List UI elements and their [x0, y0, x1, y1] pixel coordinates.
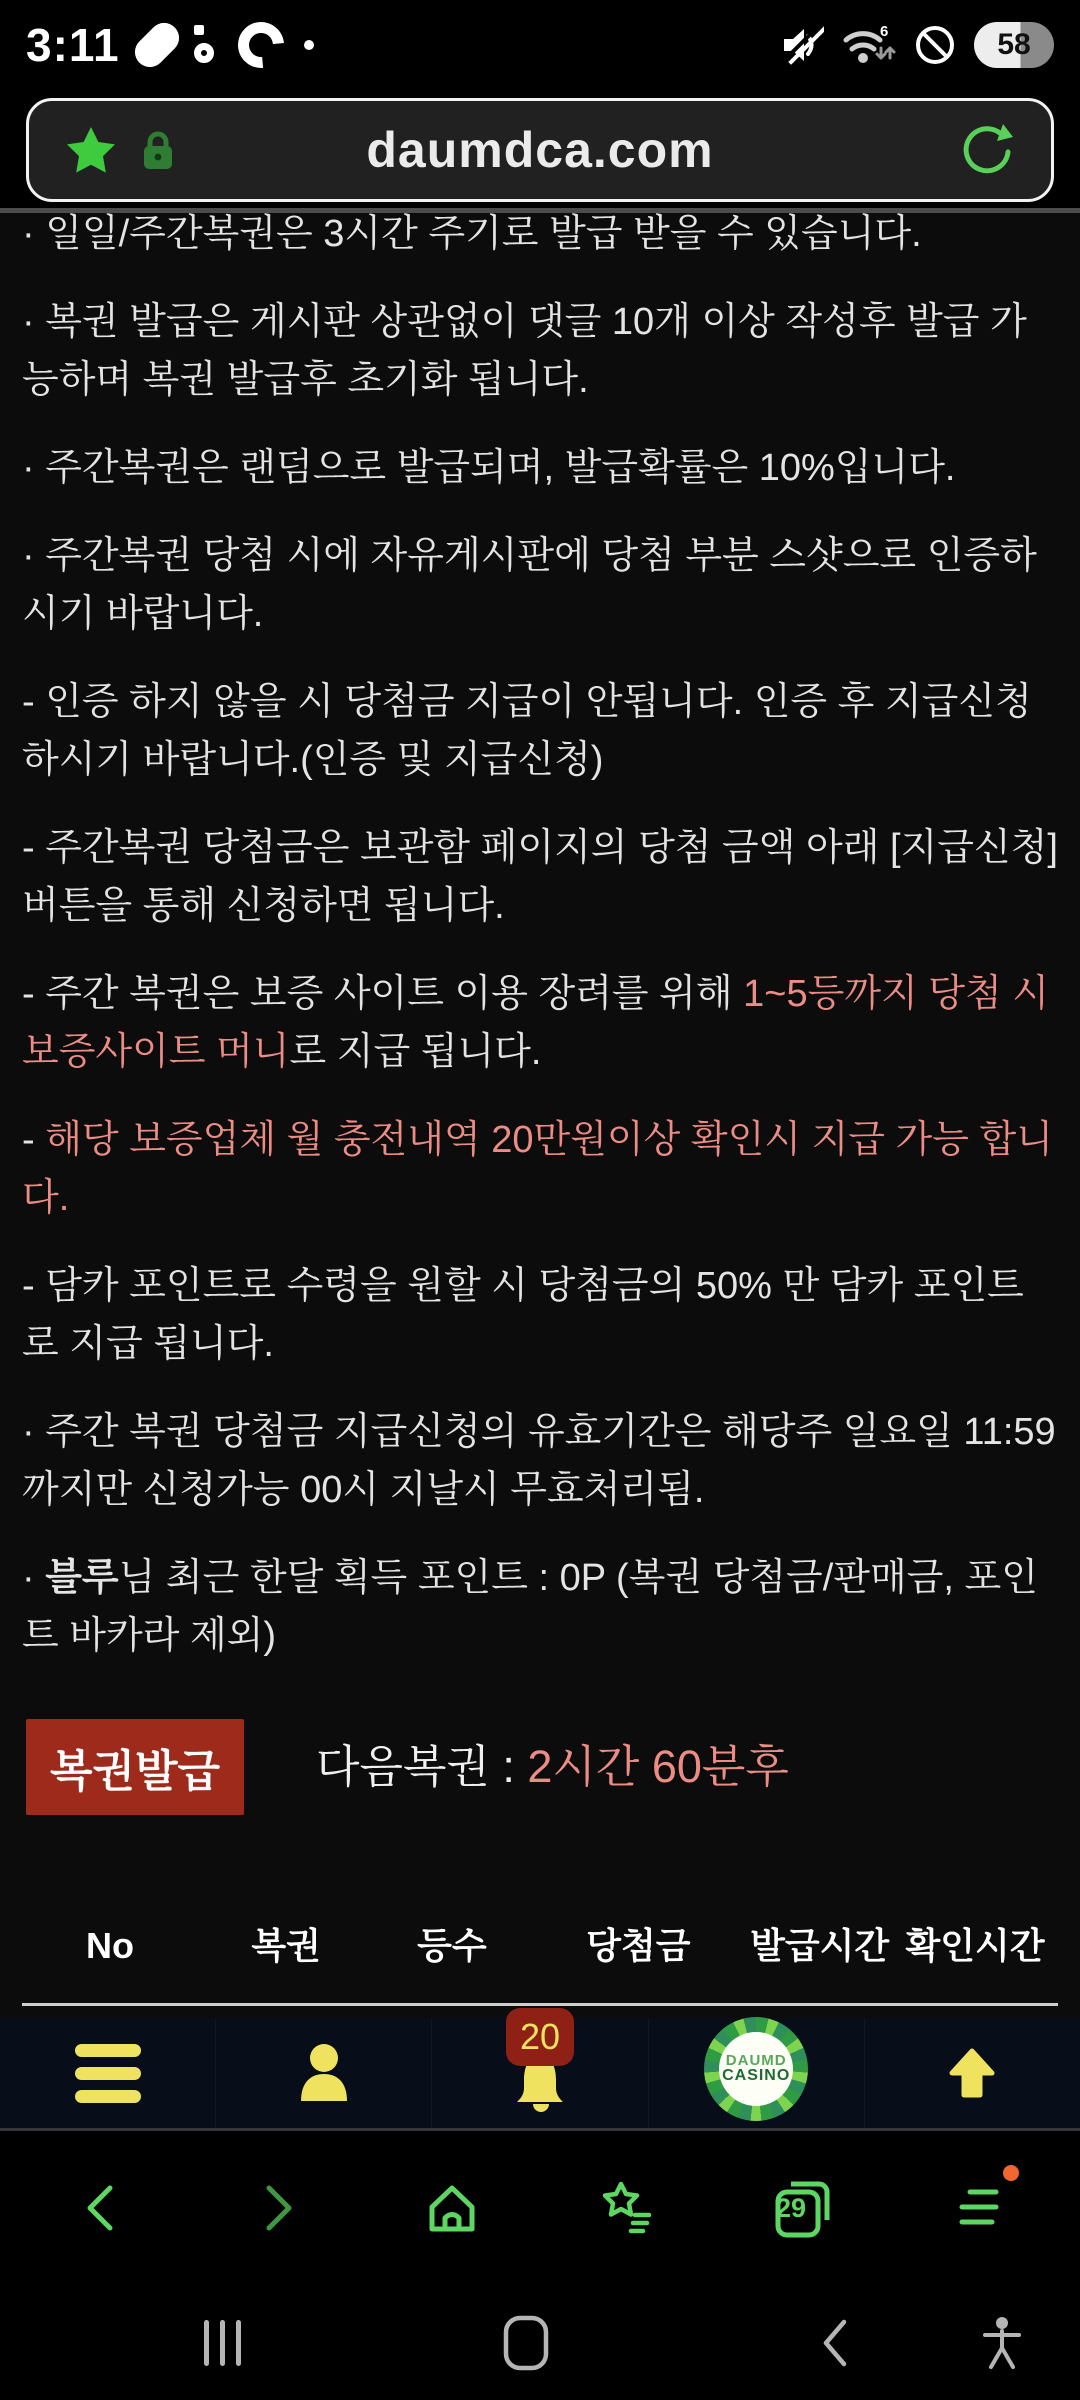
next-lottery-label: 다음복권 : — [316, 1741, 528, 1792]
next-lottery-time: 2시간 60분후 — [527, 1741, 789, 1792]
notice-segment-red: 1~5등까지 당첨 시 보증사이트 머니 — [22, 973, 1049, 1073]
do-not-disturb-icon — [912, 22, 958, 68]
web-content — [0, 213, 1080, 2018]
battery-percent: 58 — [997, 28, 1031, 61]
status-notification-icons — [142, 20, 314, 70]
notice-segment-normal: - 담카 포인트로 수령을 원할 시 당첨금의 50% 만 담카 포인트로 지급 됩니다. — [22, 1265, 1024, 1365]
bell-with-badge — [506, 2008, 574, 2112]
notice-segment-normal: · 주간복권은 랜덤으로 발급되며, 발급확률은 10%입니다. — [22, 447, 956, 489]
battery-indicator — [974, 22, 1054, 68]
notice-segment-normal: - 인증 하지 않을 시 당첨금 지급이 안됩니다. 인증 후 지급신청하시기 바랍니다.(인증 및 지급신청) — [22, 681, 1032, 781]
system-navigation-bar — [0, 2285, 1080, 2400]
notice-text — [22, 213, 1058, 1665]
notice-segment-normal: · 복권 발급은 게시판 상관없이 댓글 10개 이상 작성후 발급 가능하며 복권 발급후 초기화 됩니다. — [22, 301, 1027, 401]
browser-address-row — [0, 90, 1080, 208]
notice-segment-bold: 블루 — [45, 1557, 119, 1599]
notice-paragraph — [22, 673, 1058, 789]
browser-toolbar — [0, 2128, 1080, 2285]
status-time: 3:11 — [26, 19, 120, 71]
table-header-cell: 확인시간 — [905, 1925, 1045, 1966]
status-bar — [0, 0, 1080, 90]
wifi6-updown-icon — [840, 22, 896, 68]
notice-paragraph — [22, 439, 1058, 497]
nav-home-button[interactable] — [500, 2314, 552, 2372]
lottery-history-table — [22, 1893, 1058, 2018]
logo-text-top: DAUMD — [725, 2051, 787, 2069]
table-header-cell: 발급시간 — [750, 1925, 890, 1966]
footer-menu-button[interactable] — [0, 2018, 215, 2128]
footer-notifications-button[interactable] — [431, 2018, 647, 2128]
notice-segment-normal: 로 지급 됩니다. — [289, 1031, 542, 1073]
footer-scroll-top-button[interactable] — [864, 2018, 1080, 2128]
table-header-cell: 당첨금 — [586, 1925, 691, 1966]
accessibility-icon — [978, 2315, 1026, 2371]
next-lottery-countdown — [316, 1738, 789, 1796]
browser-tabs-button[interactable] — [768, 2173, 838, 2243]
home-icon — [500, 2314, 552, 2372]
menu-icon — [75, 2034, 141, 2113]
c-ring-notification-icon — [228, 13, 293, 78]
address-bar[interactable] — [26, 98, 1054, 202]
notification-badge: 20 — [506, 2008, 574, 2066]
app-notification-icon — [192, 23, 218, 67]
browser-home-button[interactable] — [417, 2173, 487, 2243]
notice-paragraph — [22, 1257, 1058, 1373]
notice-segment-normal: · 일일/주간복권은 3시간 주기로 발급 받을 수 있습니다. — [22, 213, 922, 255]
browser-back-button[interactable] — [67, 2173, 137, 2243]
home-icon — [423, 2179, 481, 2237]
casino-logo — [704, 2017, 808, 2121]
scroll-top-icon — [942, 2043, 1002, 2103]
footer-profile-button[interactable] — [215, 2018, 431, 2128]
site-footer-bar — [0, 2018, 1080, 2128]
back-icon — [812, 2316, 862, 2370]
notice-paragraph — [22, 527, 1058, 643]
table-header-row — [22, 1893, 1058, 2003]
footer-casino-logo-button[interactable] — [648, 2018, 864, 2128]
notice-paragraph — [22, 293, 1058, 409]
notice-paragraph — [22, 213, 1058, 263]
notice-segment-normal: · 주간 복권 당첨금 지급신청의 유효기간은 해당주 일요일 11:59까지만 신청가능 00시 지날시 무효처리됨. — [22, 1411, 1056, 1511]
notice-paragraph — [22, 965, 1058, 1081]
notice-paragraph — [22, 1111, 1058, 1227]
menu-notification-dot — [1003, 2165, 1019, 2181]
notice-segment-normal: - — [22, 1119, 46, 1161]
table-header-cell: 등수 — [417, 1925, 487, 1966]
lottery-issue-row — [26, 1719, 1054, 1815]
notice-paragraph — [22, 1549, 1058, 1665]
table-header-cell: No — [86, 1925, 135, 1966]
notice-segment-normal: - 주간 복권은 보증 사이트 이용 장려를 위해 — [22, 973, 744, 1015]
notice-segment-red: 해당 보증업체 월 충전내역 20만원이상 확인시 지급 가능 합니다. — [22, 1119, 1053, 1219]
recents-icon — [196, 2316, 250, 2370]
nav-back-button[interactable] — [812, 2316, 862, 2370]
table-header-cell: 복권 — [251, 1925, 321, 1966]
browser-forward-button[interactable] — [242, 2173, 312, 2243]
more-notifications-dot — [304, 40, 314, 50]
notice-segment-normal: 님 최근 한달 획득 포인트 : 0P (복권 당첨금/판매금, 포인트 바카라 제외) — [22, 1557, 1038, 1657]
browser-menu-button[interactable] — [943, 2173, 1013, 2243]
bookmarks-icon — [599, 2179, 657, 2237]
back-icon — [74, 2180, 130, 2236]
nav-recents-button[interactable] — [196, 2316, 250, 2370]
issue-lottery-button[interactable]: 복권발급 — [26, 1719, 244, 1815]
nav-accessibility-button[interactable] — [978, 2315, 1026, 2371]
svg-text:6: 6 — [880, 23, 889, 40]
url-text[interactable]: daumdca.com — [366, 122, 714, 178]
mute-vibrate-icon — [778, 22, 824, 68]
forward-icon — [249, 2180, 305, 2236]
browser-bookmarks-button[interactable] — [593, 2173, 663, 2243]
notice-segment-normal: · 주간복권 당첨 시에 자유게시판에 당첨 부분 스샷으로 인증하시기 바랍니다. — [22, 535, 1037, 635]
profile-icon — [292, 2041, 356, 2105]
status-system-icons — [778, 22, 1054, 68]
capsule-notification-icon — [128, 17, 185, 74]
menu-icon — [950, 2180, 1006, 2236]
tab-count: 29 — [775, 2193, 806, 2223]
notice-paragraph — [22, 819, 1058, 935]
notice-paragraph — [22, 1403, 1058, 1519]
notice-segment-normal: · — [22, 1557, 46, 1599]
notice-segment-normal: - 주간복권 당첨금은 보관함 페이지의 당첨 금액 아래 [지급신청] 버튼을 통해 신청하면 됩니다. — [22, 827, 1058, 927]
logo-text-bottom: CASINO — [722, 2067, 791, 2085]
